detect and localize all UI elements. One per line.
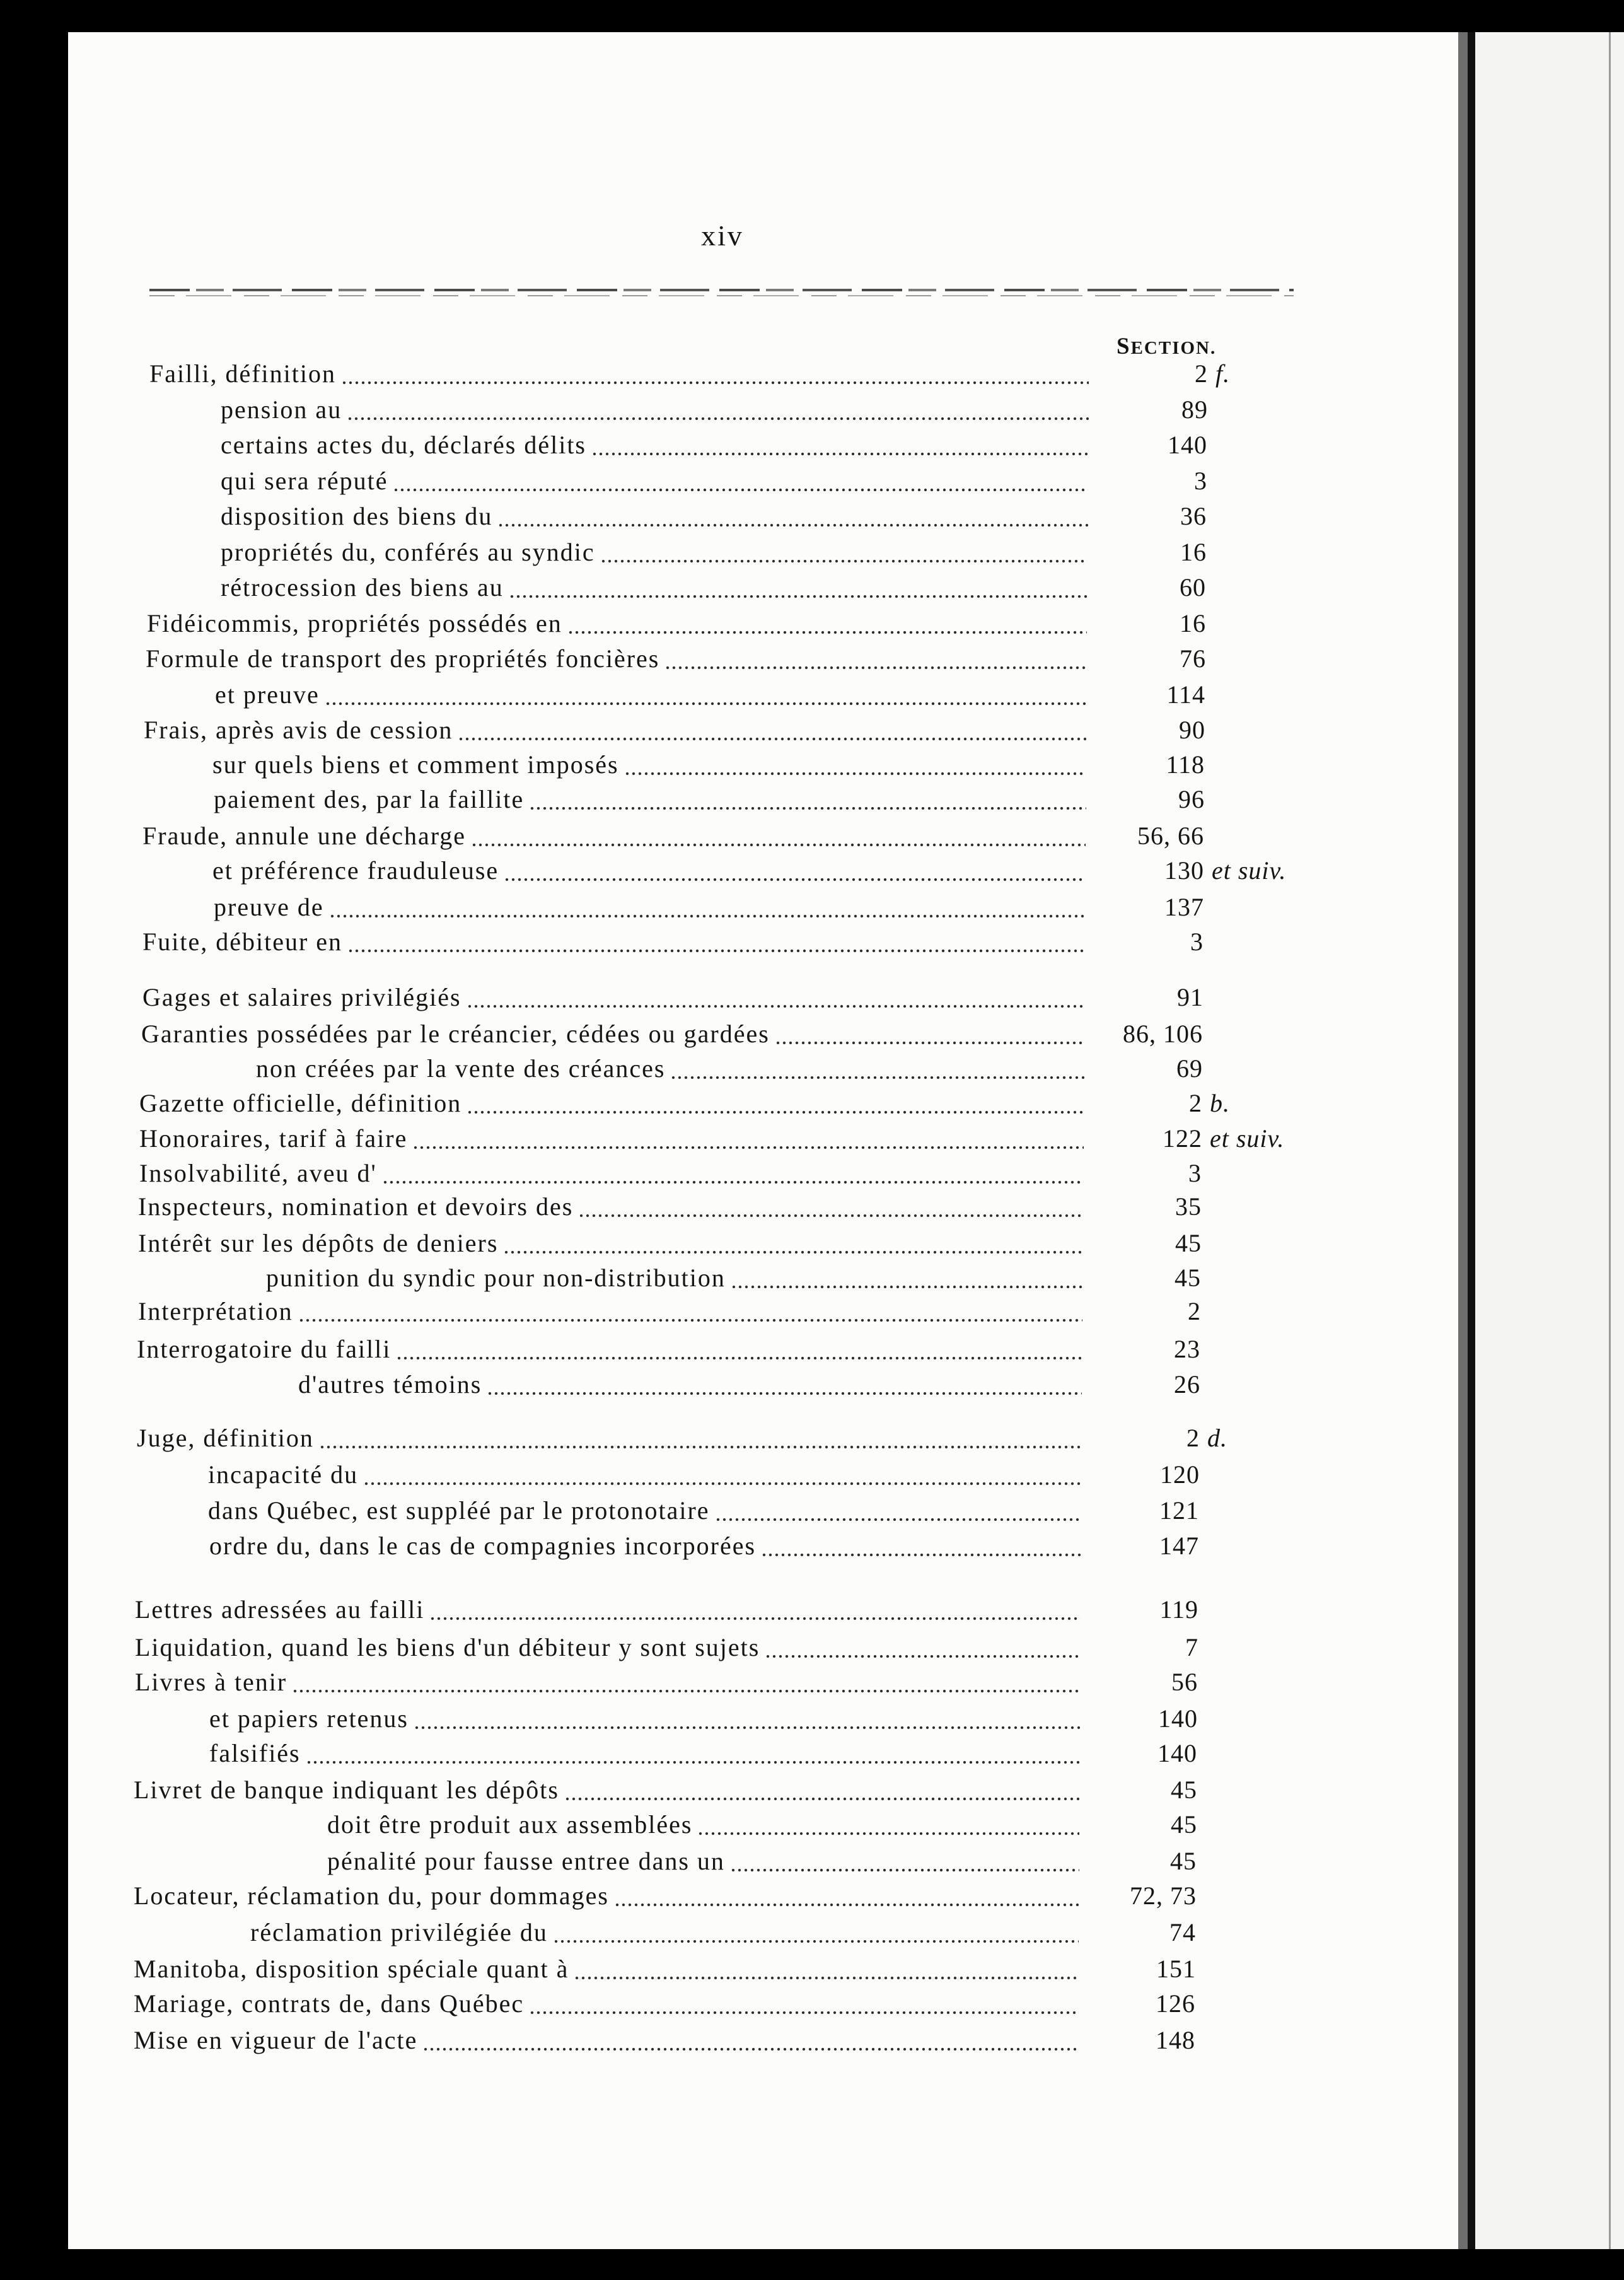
entry-term: Interprétation [138, 1297, 293, 1325]
entry-section: 121 [1159, 1496, 1199, 1525]
entry-section: 120 [1160, 1460, 1200, 1489]
entry-term: falsifiés [209, 1739, 301, 1767]
entry-section: 26 [1174, 1370, 1200, 1399]
entry-term: Garanties possédées par le créancier, cédées ou gardées [141, 1020, 770, 1048]
dot-leader [412, 1145, 1084, 1150]
dot-leader [393, 487, 1088, 492]
index-entry [0, 1881, 1624, 1911]
index-subentry [0, 1846, 1624, 1876]
index-entry [0, 1334, 1624, 1364]
index-subentry [0, 573, 1624, 603]
entry-term: et préférence frauduleuse [212, 856, 499, 885]
index-entry [0, 1595, 1624, 1625]
dot-leader [670, 1075, 1084, 1080]
entry-section: 137 [1164, 893, 1204, 921]
dot-leader [467, 1004, 1085, 1009]
index-subentry [0, 537, 1624, 567]
index-entry [0, 1423, 1624, 1453]
entry-section: 7 [1185, 1633, 1198, 1661]
dot-leader [730, 1868, 1079, 1873]
entry-section: 3 [1194, 467, 1207, 495]
entry-section-note: et suiv. [1210, 1124, 1285, 1153]
index-subentry [0, 501, 1624, 532]
index-entry [0, 608, 1624, 639]
index-subentry [0, 1531, 1624, 1561]
entry-term: d'autres témoins [298, 1370, 482, 1399]
index-entry [0, 1989, 1624, 2019]
dot-leader [614, 1902, 1079, 1907]
entry-section: 86, 106 [1123, 1020, 1203, 1048]
index-entry [0, 644, 1624, 674]
entry-section: 74 [1169, 1918, 1196, 1946]
entry-term: punition du syndic pour non-distribution [266, 1264, 726, 1292]
entry-section: 2 [1188, 1297, 1201, 1325]
index-subentry [0, 856, 1624, 886]
entry-section: 36 [1180, 502, 1207, 530]
index-subentry [0, 1054, 1624, 1084]
entry-section: 91 [1177, 983, 1204, 1011]
index-entry [0, 1667, 1624, 1697]
dot-leader [347, 948, 1085, 953]
entry-term: Honoraires, tarif à faire [139, 1124, 408, 1153]
entry-term: Gazette officielle, définition [139, 1089, 462, 1117]
entry-section: 140 [1157, 1739, 1197, 1767]
index-subentry [0, 1263, 1624, 1293]
entry-term: Manitoba, disposition spéciale quant à [134, 1955, 569, 1983]
entry-term: Interrogatoire du failli [137, 1335, 392, 1363]
dot-leader [298, 1318, 1082, 1323]
page-number: xiv [701, 219, 744, 252]
index-entry [0, 1228, 1624, 1259]
entry-term: preuve de [214, 893, 324, 921]
index-entry [0, 982, 1624, 1013]
entry-term: Fraude, annule une décharge [142, 822, 467, 850]
entry-term: Frais, après avis de cession [144, 716, 453, 744]
dot-leader [553, 1939, 1079, 1944]
section-column-header: SECTION. [1116, 334, 1217, 359]
dot-leader [487, 1391, 1082, 1396]
entry-term: sur quels biens et comment imposés [212, 750, 619, 779]
entry-term: Failli, définition [149, 359, 336, 388]
entry-section: 2 [1186, 1424, 1200, 1452]
entry-section: 140 [1158, 1704, 1198, 1733]
entry-section: 126 [1156, 1989, 1195, 2018]
entry-section: 2 [1195, 359, 1208, 388]
entry-section: 89 [1181, 395, 1208, 424]
entry-term: réclamation privilégiée du [250, 1918, 548, 1946]
entry-term: Mise en vigueur de l'acte [134, 2026, 418, 2054]
entry-term: incapacité du [208, 1460, 359, 1489]
dot-leader [458, 736, 1086, 742]
dot-leader [396, 1356, 1082, 1361]
entry-term: Livret de banque indiquant les dépôts [134, 1776, 559, 1804]
entry-section: 114 [1166, 680, 1205, 709]
entry-section: 118 [1166, 750, 1205, 779]
entry-section: 140 [1168, 431, 1207, 459]
entry-section: 69 [1176, 1054, 1203, 1083]
entry-section: 23 [1174, 1335, 1200, 1363]
entry-section: 3 [1188, 1159, 1202, 1187]
dot-leader [509, 594, 1088, 599]
entry-term: Fidéicommis, propriétés possédés en [147, 609, 562, 637]
entry-term: doit être produit aux assemblées [327, 1810, 693, 1839]
index-subentry [0, 750, 1624, 780]
entry-term: ordre du, dans le cas de compagnies incorporées [209, 1532, 757, 1560]
index-subentry [0, 1917, 1624, 1948]
entry-section-note: f. [1215, 359, 1231, 388]
dot-leader [761, 1552, 1081, 1557]
entry-term: Liquidation, quand les biens d'un débiteur y sont sujets [135, 1633, 760, 1661]
entry-term: Mariage, contrats de, dans Québec [134, 1989, 525, 2018]
entry-term: Fuite, débiteur en [142, 928, 343, 956]
dot-leader [574, 1975, 1079, 1980]
entry-term: Lettres adressées au failli [135, 1595, 425, 1624]
dot-leader [775, 1040, 1084, 1045]
dot-leader [503, 1250, 1083, 1255]
dot-leader [292, 1689, 1080, 1694]
dot-leader [422, 2047, 1078, 2052]
entry-term: et preuve [215, 680, 320, 709]
dot-leader [467, 1110, 1084, 1115]
entry-term: disposition des biens du [221, 502, 493, 530]
index-entry [0, 821, 1624, 851]
entry-section-note: et suiv. [1212, 856, 1287, 885]
dot-leader [325, 701, 1087, 706]
index-entry [0, 359, 1624, 389]
entry-section-note: b. [1210, 1089, 1230, 1117]
index-entry [0, 1632, 1624, 1663]
index-subentry [0, 1460, 1624, 1490]
entry-section: 60 [1180, 573, 1206, 602]
dot-leader [591, 451, 1088, 457]
index-subentry [0, 1738, 1624, 1769]
entry-term: Intérêt sur les dépôts de deniers [138, 1229, 499, 1257]
entry-section: 90 [1179, 716, 1205, 744]
dot-leader [529, 806, 1086, 811]
index-entry [0, 1192, 1624, 1222]
index-subentry [0, 395, 1624, 425]
index-entry [0, 1954, 1624, 1984]
entry-section: 72, 73 [1130, 1882, 1197, 1910]
entry-section: 2 [1189, 1089, 1202, 1117]
header-rule-secondary [149, 295, 1294, 296]
entry-term: Inspecteurs, nomination et devoirs des [138, 1192, 574, 1221]
entry-section-note: d. [1207, 1424, 1227, 1452]
entry-term: propriétés du, conférés au syndic [221, 538, 595, 566]
entry-section: 45 [1171, 1810, 1197, 1839]
dot-leader [471, 842, 1086, 847]
entry-section: 119 [1159, 1595, 1198, 1624]
index-entry [0, 1775, 1624, 1805]
dot-leader [341, 380, 1089, 385]
entry-section: 3 [1190, 928, 1204, 956]
entry-section: 56, 66 [1137, 822, 1204, 850]
dot-leader [731, 1284, 1083, 1289]
dot-leader [497, 523, 1088, 528]
header-rule [149, 289, 1294, 291]
entry-section: 45 [1175, 1229, 1202, 1257]
entry-section: 16 [1180, 609, 1206, 637]
dot-leader [765, 1654, 1081, 1659]
entry-section: 56 [1171, 1668, 1198, 1696]
dot-leader [529, 2010, 1078, 2015]
entry-section: 16 [1180, 538, 1207, 566]
dot-leader [564, 1796, 1079, 1801]
index-subentry [0, 1810, 1624, 1840]
entry-section: 122 [1163, 1124, 1202, 1153]
entry-section: 35 [1175, 1192, 1202, 1221]
entry-section: 151 [1156, 1955, 1196, 1983]
entry-term: paiement des, par la faillite [214, 785, 525, 813]
entry-term: Gages et salaires privilégiés [142, 983, 461, 1011]
index-subentry [0, 1496, 1624, 1526]
dot-leader [664, 665, 1087, 670]
index-subentry [0, 680, 1624, 710]
entry-section: 45 [1171, 1776, 1197, 1804]
dot-leader [414, 1725, 1080, 1730]
dot-leader [504, 877, 1086, 882]
index-entry [0, 1124, 1624, 1154]
index-entry [0, 1019, 1624, 1049]
index-subentry [0, 892, 1624, 922]
dot-leader [715, 1517, 1081, 1522]
index-entry [0, 1158, 1624, 1189]
entry-section: 45 [1170, 1847, 1197, 1875]
entry-term: certains actes du, déclarés délits [221, 431, 586, 459]
dot-leader [429, 1616, 1081, 1621]
index-subentry [0, 1704, 1624, 1734]
dot-leader [306, 1760, 1080, 1765]
entry-term: Juge, définition [137, 1424, 314, 1452]
index-subentry [0, 1370, 1624, 1400]
entry-section: 96 [1178, 785, 1205, 813]
dot-leader [624, 771, 1086, 776]
entry-section: 76 [1180, 644, 1206, 673]
entry-term: Insolvabilité, aveu d' [139, 1159, 377, 1187]
entry-section: 148 [1156, 2026, 1195, 2054]
entry-term: non créées par la vente des créances [256, 1054, 666, 1083]
entry-section: 147 [1159, 1532, 1199, 1560]
entry-term: rétrocession des biens au [221, 573, 504, 602]
dot-leader [697, 1831, 1079, 1836]
index-subentry [0, 466, 1624, 496]
dot-leader [578, 1213, 1083, 1218]
index-entry [0, 927, 1624, 957]
index-entry [0, 2025, 1624, 2056]
entry-term: dans Québec, est suppléé par le protonotaire [208, 1496, 710, 1525]
entry-term: Livres à tenir [135, 1668, 287, 1696]
index-subentry [0, 784, 1624, 815]
entry-section: 45 [1174, 1264, 1201, 1292]
entry-section: 130 [1164, 856, 1204, 885]
index-entry [0, 715, 1624, 745]
entry-term: pension au [221, 395, 342, 424]
entry-term: pénalité pour fausse entree dans un [327, 1847, 725, 1875]
index-entry [0, 1296, 1624, 1327]
entry-term: qui sera réputé [221, 467, 388, 495]
index-subentry [0, 430, 1624, 460]
dot-leader [329, 914, 1086, 919]
dot-leader [567, 630, 1087, 635]
dot-leader [363, 1481, 1082, 1486]
dot-leader [600, 559, 1088, 564]
dot-leader [382, 1180, 1084, 1185]
index-entry [0, 1088, 1624, 1119]
entry-term: et papiers retenus [209, 1704, 409, 1733]
entry-term: Locateur, réclamation du, pour dommages [134, 1882, 609, 1910]
dot-leader [347, 416, 1089, 421]
entry-term: Formule de transport des propriétés foncières [146, 644, 660, 673]
dot-leader [319, 1445, 1082, 1450]
